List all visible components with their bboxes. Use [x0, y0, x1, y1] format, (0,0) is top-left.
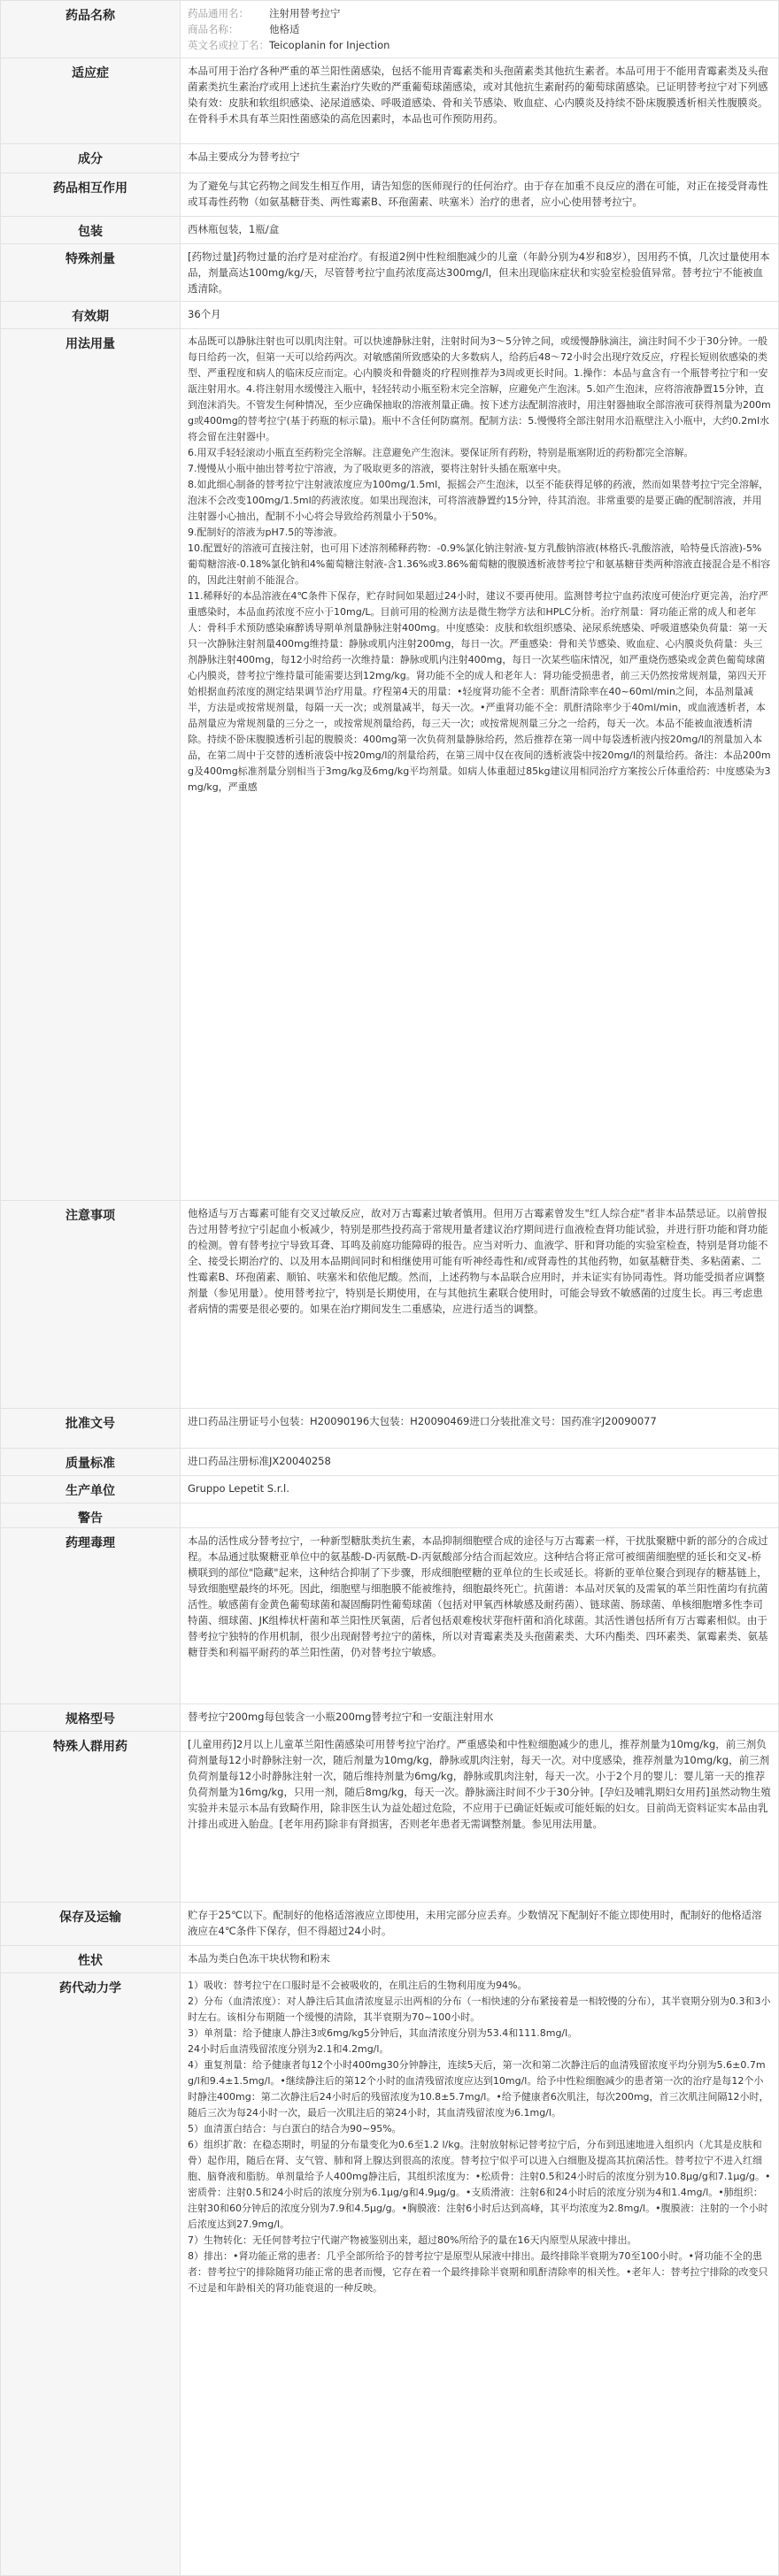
paragraph: 7）生物转化：无任何替考拉宁代谢产物被鉴别出来，超过80%所给予的量在16天内原型从尿液中排出。 — [188, 2234, 637, 2246]
row-title: 药品名称 — [1, 1, 181, 58]
row-title: 适应症 — [1, 58, 181, 144]
row-content — [181, 1476, 779, 1503]
row-content — [181, 1704, 779, 1732]
row-title: 性状 — [1, 1946, 181, 1973]
row-title: 规格型号 — [1, 1704, 181, 1732]
paragraph: 本品为类白色冻干块状物和粉末 — [188, 1952, 330, 1965]
row-content — [181, 1946, 779, 1973]
row-content — [181, 329, 779, 1201]
row-content — [181, 1449, 779, 1476]
paragraph: 11.稀释好的本品溶液在4℃条件下保存，贮存时间如果超过24小时，建议不要再使用。监测替考拉宁血药浓度可使治疗更完善，治疗严重感染时，本品血药浓度不应小于10mg/L。目前可用的检测方法是微生物学方法和HPLC分析。治疗剂量：肾功能正常的成人和老年人：骨科手术预防感染麻醉诱导期单剂量静脉注射400mg。中度感染：皮肤和软组织感染、泌尿系统感染、呼吸道感染负荷量：第一天只一次静脉注射剂量400mg维持量：静脉或肌内注射200mg，每日一次。严重感染：骨和关节感染、败血症、心内膜炎负荷量：头三剂静脉注射400mg，每12小时给药一次维持量：静脉或肌内注射400mg，每日一次某些临床情况，如严重烧伤感染或金黄色葡萄球菌心内膜炎，替考拉宁维持量可能需要达到12mg/kg。肾功能不全的成人和老年人：肾功能受损患者，前三天仍然按常规剂量，第四天开始根据血药浓度的测定结果调节治疗用量。疗程第4天的用量：•轻度肾功能不全者：肌酐清除率在40~60ml/min之间，本品剂量减半，方法是或按常规剂量，每隔一天一次；或剂量减半，每天一次。•严重肾功能不全：肌酐清除率少于40ml/min，或血液透析者，本品剂量应为常规剂量的三分之一，或按常规剂量给药，每三天一次；或按常规剂量三分之一给药，每天一次。本品不能被血液透析清除。持续不卧床腹膜透析引起的腹膜炎：400mg第一次负荷剂量静脉给药，然后推荐在第一周中每袋透析液内按20mg/l的剂量加入本品，在第二周中于交替的透析液袋中按20mg/l的剂量给药，在第三周中仅在夜间的透析液袋中按20mg/l的剂量给药。备注：本品200mg及400mg标准剂量分别相当于3mg/kg及6mg/kg平均剂量。如病人体重超过85kg建议用相同治疗方案按公斤体重给药：中度感染为3mg/kg，严重感 — [188, 590, 771, 793]
row-approval — [1, 1409, 779, 1449]
trade-name: 他格适 — [269, 23, 300, 35]
paragraph: 2）分布（血清浓度）：对人静注后其血清浓度显示出两相的分布（一相快速的分布紧接着是一相较慢的分布），其半衰期分别为0.3和3小时左右。该相分布期随一个缓慢的清除，其半衰期为70~100小时。 — [188, 1995, 771, 2023]
row-content — [181, 244, 779, 302]
row-title: 药理毒理 — [1, 1528, 181, 1704]
paragraph: 6.用双手轻轻滚动小瓶直至药粉完全溶解。注意避免产生泡沫。要保证所有药粉，特别是瓶塞附近的药粉都完全溶解。 — [188, 447, 694, 458]
row-interactions — [1, 173, 779, 217]
row-precautions — [1, 1201, 779, 1409]
paragraph: 3）单剂量：给予健康人静注3或6mg/kg5分钟后，其血清浓度分别为53.4和111.8mg/l。 — [188, 2027, 578, 2039]
paragraph: 西林瓶包装，1瓶/盒 — [188, 223, 280, 235]
drug-name-values — [181, 1, 779, 58]
row-package — [1, 217, 779, 244]
row-special-dosage — [1, 244, 779, 302]
row-properties — [1, 1946, 779, 1973]
paragraph: 8）排出：•肾功能正常的患者：几乎全部所给予的替考拉宁是原型从尿液中排出。最终排除半衰期为70至100小时。•肾功能不全的患者：替考拉宁的排除随肾功能正常的患者而慢，它存在着一个最终排除半衰期和肌酐清除率的相关性。•老年人：替考拉宁排除的改变只不过是和年龄相关的肾功能衰退的一种反映。 — [188, 2250, 768, 2294]
row-spec — [1, 1704, 779, 1732]
english-name: Teicoplanin for Injection — [269, 39, 390, 51]
row-special-groups — [1, 1732, 779, 1903]
row-title: 特殊剂量 — [1, 244, 181, 302]
row-content — [181, 1903, 779, 1946]
row-content — [181, 1201, 779, 1409]
paragraph: 1）吸收：替考拉宁在口服时是不会被吸收的，在肌注后的生物利用度为94%。 — [188, 1980, 528, 1991]
row-title: 警告 — [1, 1503, 181, 1528]
paragraph: 5）血清蛋白结合：与白蛋白的结合为90~95%。 — [188, 2123, 402, 2134]
row-validity — [1, 302, 779, 329]
row-warning — [1, 1503, 779, 1528]
row-title: 生产单位 — [1, 1476, 181, 1503]
row-content — [181, 1409, 779, 1449]
generic-name: 注射用替考拉宁 — [269, 7, 341, 19]
paragraph: 本品既可以静脉注射也可以肌肉注射。可以快速静脉注射，注射时间为3～5分钟之间，或缓慢静脉滴注，滴注时间不少于30分钟。一般每日给药一次，但第一天可以给药两次。对敏感菌所致感染的大多数病人，给药后48～72小时会出现疗效反应，疗程长短则依感染的类型、严重程度和病人的临床反应而定。心内膜炎和骨髓炎的疗程则推荐为3周或更长时间。1.操作：本品与盒含有一个瓶替考拉宁和一安瓿注射用水。4.将注射用水缓慢注入瓶中，轻轻转动小瓶至粉末完全溶解，应避免产生泡沫。5.如产生泡沫，应将溶液静置15分钟，直到泡沫消失。不管发生何种情况，至少应确保抽取的溶液剂量正确。按下述方法配制溶液时，用注射器抽取全部溶液可获得剂量为200mg或400mg的替考拉宁(基于药瓶的标示量)。瓶中不含任何防腐剂。配制方法：5.慢慢将全部注射用水沿瓶壁注入小瓶中，大约0.2ml水将会留在注射器中。 — [188, 335, 771, 442]
paragraph: 9.配制好的溶液为pH7.5的等渗液。 — [188, 527, 343, 538]
row-title: 注意事项 — [1, 1201, 181, 1409]
row-title: 药品相互作用 — [1, 173, 181, 217]
row-content — [181, 144, 779, 173]
paragraph: 36个月 — [188, 308, 221, 320]
paragraph: 8.如此细心制备的替考拉宁注射液浓度应为100mg/1.5ml，振摇会产生泡沫，以至不能获得足够的药液，然而如果替考拉宁完全溶解，泡沫不会改变100mg/1.5ml的药液浓度。如果出现泡沫，可将溶液静置约15分钟，待其消泡。非常重要的是要正确的配制溶液，并用注射器小心抽出，配制不小心将会导致给药剂量小于50%。 — [188, 479, 769, 522]
paragraph: 进口药品注册证号小包装：H20090196大包装：H20090469进口分装批准文号：国药准字J20090077 — [188, 1415, 657, 1427]
paragraph: 本品可用于治疗各种严重的革兰阳性菌感染，包括不能用青霉素类和头孢菌素类其他抗生素者。本品可用于不能用青霉素类及头孢菌素类抗生素治疗或用上述抗生素治疗失败的严重葡萄球菌感染，或对其他抗生素耐药的葡萄球菌感染。已证明替考拉宁对下列感染有效：皮肤和软组织感染、泌尿道感染、呼吸道感染、骨和关节感染、败血症、心内膜炎及持续不卧床腹膜透析相关性腹膜炎。在骨科手术具有革兰阳性菌感染的高危因素时，本品也可作预防用药。 — [188, 65, 768, 125]
row-title: 有效期 — [1, 302, 181, 329]
row-title: 特殊人群用药 — [1, 1732, 181, 1903]
row-title: 成分 — [1, 144, 181, 173]
row-content — [181, 1503, 779, 1528]
row-title: 批准文号 — [1, 1409, 181, 1449]
paragraph: 本品的活性成分替考拉宁，一种新型糖肽类抗生素，本品抑制细胞壁合成的途径与万古霉素一样，干扰肽聚糖中新的部分的合成过程。本品通过肽聚糖亚单位中的氨基酸-D-丙氨酰-D-丙氨酸部分结合而起效应。这种结合将正常可被细菌细胞壁的延长和交叉-桥横联到的部位"隐藏"起来，这种结合抑制了下步骤，形成细胞壁糖的亚单位的生长或延长。将新的亚单位聚合到现存的糖基链上，导致细胞壁最终的坏死。因此，细胞壁与细胞膜不能被维持，细胞最终死亡。抗菌谱：本品对厌氧的及需氧的革兰阳性菌均有抗菌活性。敏感菌有金黄色葡萄球菌和凝固酶阴性葡萄球菌（包括对甲氧西林敏感及耐药菌）、链球菌、肠球菌、单核细胞增多性李司特菌、细球菌、JK组棒状杆菌和革兰阳性厌氧菌，后者包括艰难梭状芽孢杆菌和消化球菌。其活性谱包括所有万古霉素相似。由于替考拉宁独特的作用机制，很少出现耐替考拉宁的菌株，所以对青霉素类及头孢菌素类、大环内酯类、四环素类、氯霉素类、氨基糖苷类和利福平耐药的革兰阳性菌，仍对替考拉宁敏感。 — [188, 1534, 768, 1658]
row-content — [181, 217, 779, 244]
paragraph: 本品主要成分为替考拉宁 — [188, 150, 300, 163]
row-drug-name — [1, 1, 779, 58]
paragraph: 4）重复剂量：给予健康者每12个小时400mg30分钟静注，连续5天后，第一次和第二次静注后的血清残留浓度平均分别为5.6±0.7mg/l和9.4±1.5mg/l。•继续静注后的第12个小时的血清残留浓度应达到10mg/l。给予中性粒细胞减少的患者第一次的治疗是每12个小时静注400mg：第二次静注后24小时后的残留浓度为10.8±5.7mg/l。•给予健康者6次肌注，每次200mg，首三次肌注间隔12小时，随后三次为每24小时一次，最后一次肌注后的第24小时，其血清残留浓度为6.1mg/l。 — [188, 2059, 769, 2118]
row-content — [181, 1528, 779, 1704]
paragraph: 贮存于25℃以下。配制好的他格适溶液应立即使用，未用完部分应丢弃。少数情况下配制好不能立即使用时，配制好的他格适溶液应在4℃条件下保存，但不得超过24小时。 — [188, 1909, 762, 1937]
row-content — [181, 58, 779, 144]
row-title: 药代动力学 — [1, 1973, 181, 2576]
paragraph: 进口药品注册标准JX20040258 — [188, 1455, 331, 1467]
row-title: 保存及运输 — [1, 1903, 181, 1946]
row-pharmacokinetics — [1, 1973, 779, 2576]
paragraph: Gruppo Lepetit S.r.l. — [188, 1482, 289, 1495]
row-quality — [1, 1449, 779, 1476]
row-content — [181, 1973, 779, 2576]
row-indications — [1, 58, 779, 144]
paragraph: 他格适与万古霉素可能有交叉过敏反应，故对万古霉素过敏者慎用。但用万古霉素曾发生"红人综合症"者非本品禁忌证。以前曾报告过用替考拉宁引起血小板减少，特别是那些投药高于常规用量者建议治疗期间进行血液检查肾功能试验，并进行肝功能和肾功能的检测。曾有替考拉宁导致耳聋、耳鸣及前庭功能障碍的报告。应当对听力、血液学、肝和肾功能的实验室检查，特别是肾功能不全、接受长期治疗的、以及用本品期间同时和相继使用可能有听神经毒性和/或肾毒性的其他药物，如氨基糖苷类、多粘菌素、二性霉素B、环孢菌素、顺铂、呋塞米和依他尼酸。然而，上述药物与本品联合应用时，并未证实有协同毒性。肾功能受损者应调整剂量（参见用量）。使用替考拉宁，特别是长期使用，在与其他抗生素联合使用时，可能会导致不敏感菌的过度生长。再三考虑患者病情的需要是很必要的。如果在治疗期间发生二重感染，应进行适当的调整。 — [188, 1207, 768, 1315]
paragraph: 6）组织扩散：在稳态期时，明显的分布量变化为0.6至1.2 l/kg。注射放射标记替考拉宁后，分布到迅速地进入组织内（尤其是皮肤和骨）起作用，随后在肾、支气管、肺和肾上腺达到很高的浓度。替考拉宁似乎可以进入白细胞及提高其抗菌活性。替考拉宁不进入红细胞、脑脊液和脂肪。单剂量给予人400mg静注后，其组织浓度为：•松质骨：注射0.5和24小时后的浓度分别为10.8μg/g和7.1μg/g。•密质骨：注射0.5和24小时后的浓度分别为6.1μg/g和4.9μg/g。•支质滑液：注射6和24小时后的浓度分别为4和1.4mg/l。•肺组织：注射30和60分钟后的浓度分别为7.9和4.5μg/g。•胸膜液：注射6小时后达到高峰，其平均浓度为2.8mg/l。•腹膜液：注射的一个小时后浓度达到27.9mg/l。 — [188, 2139, 771, 2230]
paragraph: 10.配置好的溶液可直接注射，也可用下述溶剂稀释药物：-0.9%氯化钠注射液-复方乳酸钠溶液(林格氏-乳酸溶液，哈特曼氏溶液)-5%葡萄糖溶液-0.18%氯化钠和4%葡萄糖注射液-含1.36%或3.86%葡萄糖的腹膜透析液替考拉宁和氨基糖苷类两种溶液直接混合是不相容的，因此注射前不能混合。 — [188, 542, 771, 586]
paragraph: 替考拉宁200mg每包装含一小瓶200mg替考拉宁和一安瓿注射用水 — [188, 1711, 494, 1723]
paragraph: 24小时后血清残留浓度分别为2.1和4.2mg/l。 — [188, 2043, 390, 2055]
trade-name-label: 商品名称： — [188, 23, 239, 35]
row-title: 质量标准 — [1, 1449, 181, 1476]
paragraph: [药物过量]药物过量的治疗是对症治疗。有报道2例中性粒细胞减少的儿童（年龄分别为4岁和8岁），因用药不慎，几次过量使用本品，剂量高达100mg/kg/天，尽管替考拉宁血药浓度高达300mg/l，但未出现临床症状和实验室检验值异常。替考拉宁不能被血透清除。 — [188, 250, 770, 295]
row-usage — [1, 329, 779, 1201]
paragraph: 为了避免与其它药物之间发生相互作用，请告知您的医师现行的任何治疗。由于存在加重不良反应的潜在可能，对正在接受肾毒性或耳毒性药物（如氨基糖苷类、两性霉素B、环孢菌素、呋塞米）治疗的患者，应小心使用替考拉宁。 — [188, 180, 768, 208]
row-manufacturer — [1, 1476, 779, 1503]
row-ingredients — [1, 144, 779, 173]
row-storage — [1, 1903, 779, 1946]
row-content — [181, 1732, 779, 1903]
english-name-label: 英文名或拉丁名： — [188, 39, 269, 51]
paragraph: [儿童用药]2月以上儿童革兰阳性菌感染可用替考拉宁治疗。严重感染和中性粒细胞减少的患儿，推荐剂量为10mg/kg，前三剂负荷剂量每12小时静脉注射一次，随后剂量为10mg/kg，静脉或肌肉注射，每天一次。对中度感染，推荐剂量为10mg/kg，前三剂负荷剂量每12小时静脉注射一次，随后维持剂量为6mg/kg，静脉或肌肉注射，每天一次。小于2个月的婴儿：婴儿第一天的推荐负荷剂量为16mg/kg，只用一剂，随后8mg/kg，每天一次。静脉滴注时间不少于30分钟。[孕妇及哺乳期妇女用药]虽然动物生殖实验并未显示本品有致畸作用，除非医生认为益处超过危险，不应用于已确证妊娠或可能妊娠的妇女。目前尚无资料证实本品由乳汁排出或进入胎盘。[老年用药]除非有肾损害，否则老年患者无需调整剂量。参见用法用量。 — [188, 1738, 771, 1830]
row-pharmacology — [1, 1528, 779, 1704]
row-content — [181, 302, 779, 329]
row-content — [181, 173, 779, 217]
paragraph: 7.慢慢从小瓶中抽出替考拉宁溶液，为了吸取更多的溶液，要将注射针头插在瓶塞中央。 — [188, 463, 567, 474]
row-title: 包装 — [1, 217, 181, 244]
row-title: 用法用量 — [1, 329, 181, 1201]
generic-name-label: 药品通用名： — [188, 7, 249, 19]
